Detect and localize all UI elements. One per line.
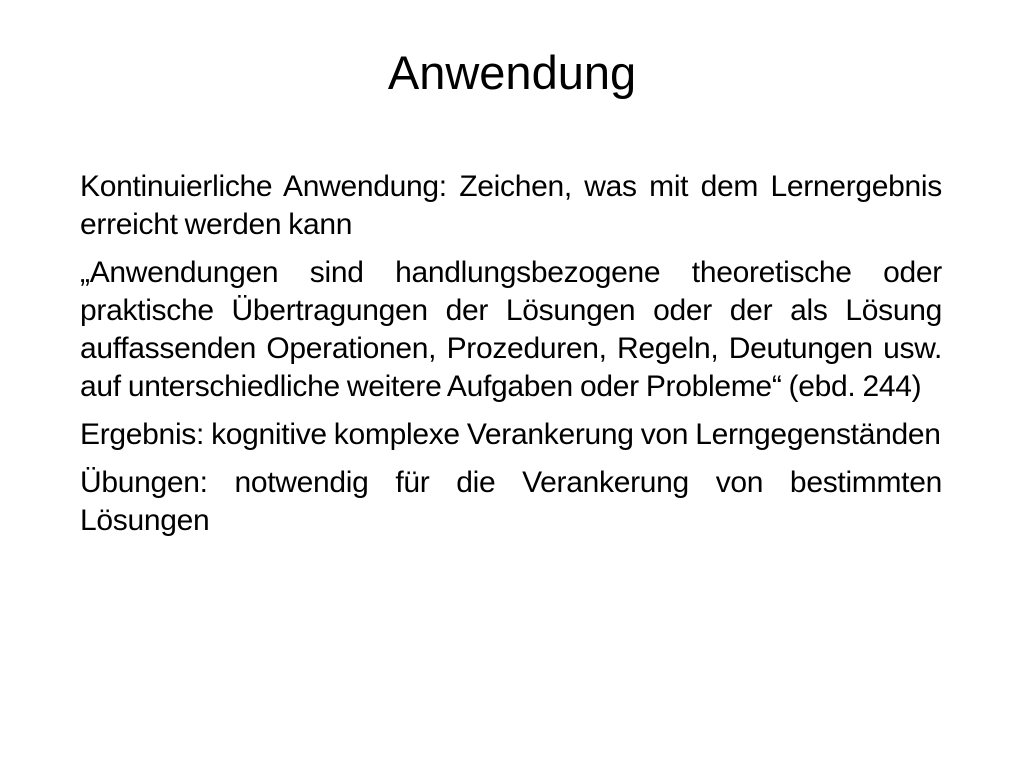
paragraph-exercises: Übungen: notwendig für die Verankerung von bestimmten Lösungen — [80, 466, 942, 537]
paragraph-quote: „Anwendungen sind handlungsbezogene theoretische oder praktische Übertragungen der Lösungen oder der als Lösung auffassenden Operationen, Prozeduren, Regeln, Deutungen usw. auf unterschiedliche weitere Aufgaben oder Probleme“ (ebd. 244) — [80, 256, 942, 403]
paragraph-continuous-application: Kontinuierliche Anwendung: Zeichen, was mit dem Lernergebnis erreicht werden kann — [80, 170, 942, 241]
paragraph-result: Ergebnis: kognitive komplexe Verankerung von Lerngegenständen — [80, 418, 941, 451]
slide-body — [80, 168, 942, 540]
slide-title: Anwendung — [387, 46, 637, 99]
